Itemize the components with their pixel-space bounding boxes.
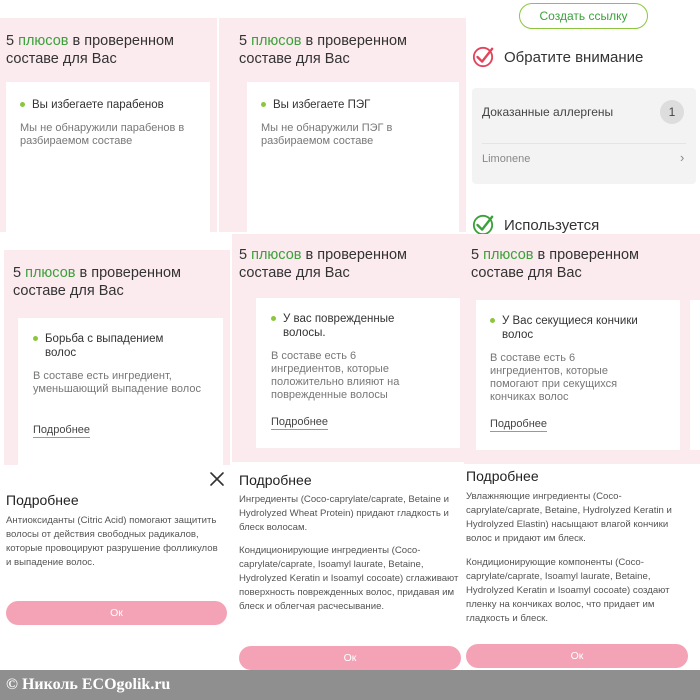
used-title: Используется xyxy=(504,217,600,234)
panel-2-item-title: Вы избегаете ПЭГ xyxy=(261,98,451,112)
sheet-1-text: Антиоксиданты (Citric Acid) помогают защитить волосы от действия свободных радикалов, которые провоцируют разрушение фолликулов и выпадение волос. xyxy=(6,515,218,568)
panel-4-card xyxy=(18,318,223,465)
panel-6-item-title: У Вас секущиеся кончики волос xyxy=(490,314,670,342)
panel-4-more-link[interactable]: Подробнее xyxy=(33,424,91,436)
close-icon[interactable] xyxy=(206,468,228,490)
sheet-2 xyxy=(232,464,464,670)
panel-5-more-link[interactable]: Подробнее xyxy=(271,416,329,428)
panel-4 xyxy=(4,250,230,465)
attention-title: Обратите внимание xyxy=(504,49,644,66)
panel-5-header: 5 плюсов в проверенном составе для Вас xyxy=(239,247,408,281)
watermark-text: © Николь ECOgolik.ru xyxy=(6,676,171,693)
panel-6 xyxy=(464,234,700,464)
sheet-2-text-2: Кондиционирующие ингредиенты (Coco-caprylate/caprate, Isoamyl laurate, Betaine, Hydrolyzed Keratin и Isoamyl cocoate) сглаживают поверхность поврежденных волос, придавая им блеск и облегчая расчесывание. xyxy=(239,545,459,612)
panel-5-item-text: В составе есть 6 ингредиентов, которые положительно влияют на поврежденные волосы xyxy=(271,350,400,401)
panel-4-item-title: Борьба с выпадением волос xyxy=(33,332,193,360)
panel-5 xyxy=(232,234,464,462)
check-circle-icon xyxy=(472,46,494,68)
sheet-3 xyxy=(464,464,700,670)
allergen-item-limonene[interactable] xyxy=(472,146,696,176)
allergens-label: Доказанные аллергены xyxy=(482,105,614,119)
sheet-3-text-2: Кондиционирующие компоненты (Coco-caprylate/caprate, Isoamyl laurate, Betaine, Hydrolyzed Keratin и Isoamyl cocoate) создают пленку на кончиках волос, что придает им гладкость и блеск. xyxy=(466,557,670,624)
panel-1-item-text: Мы не обнаружили парабенов в разбираемом составе xyxy=(20,122,185,147)
panel-3 xyxy=(466,0,700,234)
panel-2-item-text: Мы не обнаружили ПЭГ в разбираемом составе xyxy=(261,122,393,147)
panel-6-card-edge xyxy=(690,300,700,450)
sheet-2-title: Подробнее xyxy=(239,472,312,488)
panel-5-item-title: У вас поврежденные волосы. xyxy=(271,312,421,340)
divider xyxy=(482,143,686,144)
allergens-card xyxy=(472,88,696,184)
panel-4-header: 5 плюсов в проверенном составе для Вас xyxy=(13,265,182,299)
panel-6-more-link[interactable]: Подробнее xyxy=(490,418,548,430)
panel-6-item-text: В составе есть 6 ингредиентов, которые помогают при секущихся кончиках волос xyxy=(490,352,618,403)
sheet-3-ok-button[interactable]: Ок xyxy=(466,644,688,668)
sheet-1-ok-button[interactable]: Ок xyxy=(6,601,227,625)
allergens-count-badge: 1 xyxy=(660,100,684,124)
sheet-1 xyxy=(0,466,232,670)
sheet-2-text-1: Ингредиенты (Coco-caprylate/caprate, Betaine и Hydrolyzed Wheat Protein) придают гладкость и блеск волосам. xyxy=(239,494,449,533)
panel-2 xyxy=(219,18,466,232)
panel-1-item-title: Вы избегаете парабенов xyxy=(20,98,205,112)
create-link-button[interactable]: Создать ссылку xyxy=(519,3,648,29)
sheet-3-text-1: Увлажняющие ингредиенты (Coco-caprylate/caprate, Betaine, Hydrolyzed Keratin и Hydrolyzed Elastin) насыщают влагой кончики волос и придают им блеск. xyxy=(466,491,672,544)
sheet-1-title: Подробнее xyxy=(6,492,79,508)
panel-5-card xyxy=(256,298,460,448)
panel-4-item-text: В составе есть ингредиент, уменьшающий выпадение волос xyxy=(33,370,201,395)
panel-1 xyxy=(0,18,217,232)
panel-2-card xyxy=(247,82,459,232)
allergen-item-label: Limonene xyxy=(482,153,531,165)
panel-1-header: 5 плюсов в проверенном составе для Вас xyxy=(6,33,175,67)
panel-1-card xyxy=(6,82,210,232)
panel-6-header: 5 плюсов в проверенном составе для Вас xyxy=(471,247,640,281)
chevron-right-icon: › xyxy=(680,150,685,165)
allergens-row[interactable] xyxy=(472,88,696,138)
panel-6-card xyxy=(476,300,680,450)
panel-2-header: 5 плюсов в проверенном составе для Вас xyxy=(239,33,408,67)
sheet-2-ok-button[interactable]: Ок xyxy=(239,646,461,670)
check-circle-green-icon xyxy=(472,214,494,234)
watermark-bar xyxy=(0,670,700,700)
sheet-3-title: Подробнее xyxy=(466,468,539,484)
